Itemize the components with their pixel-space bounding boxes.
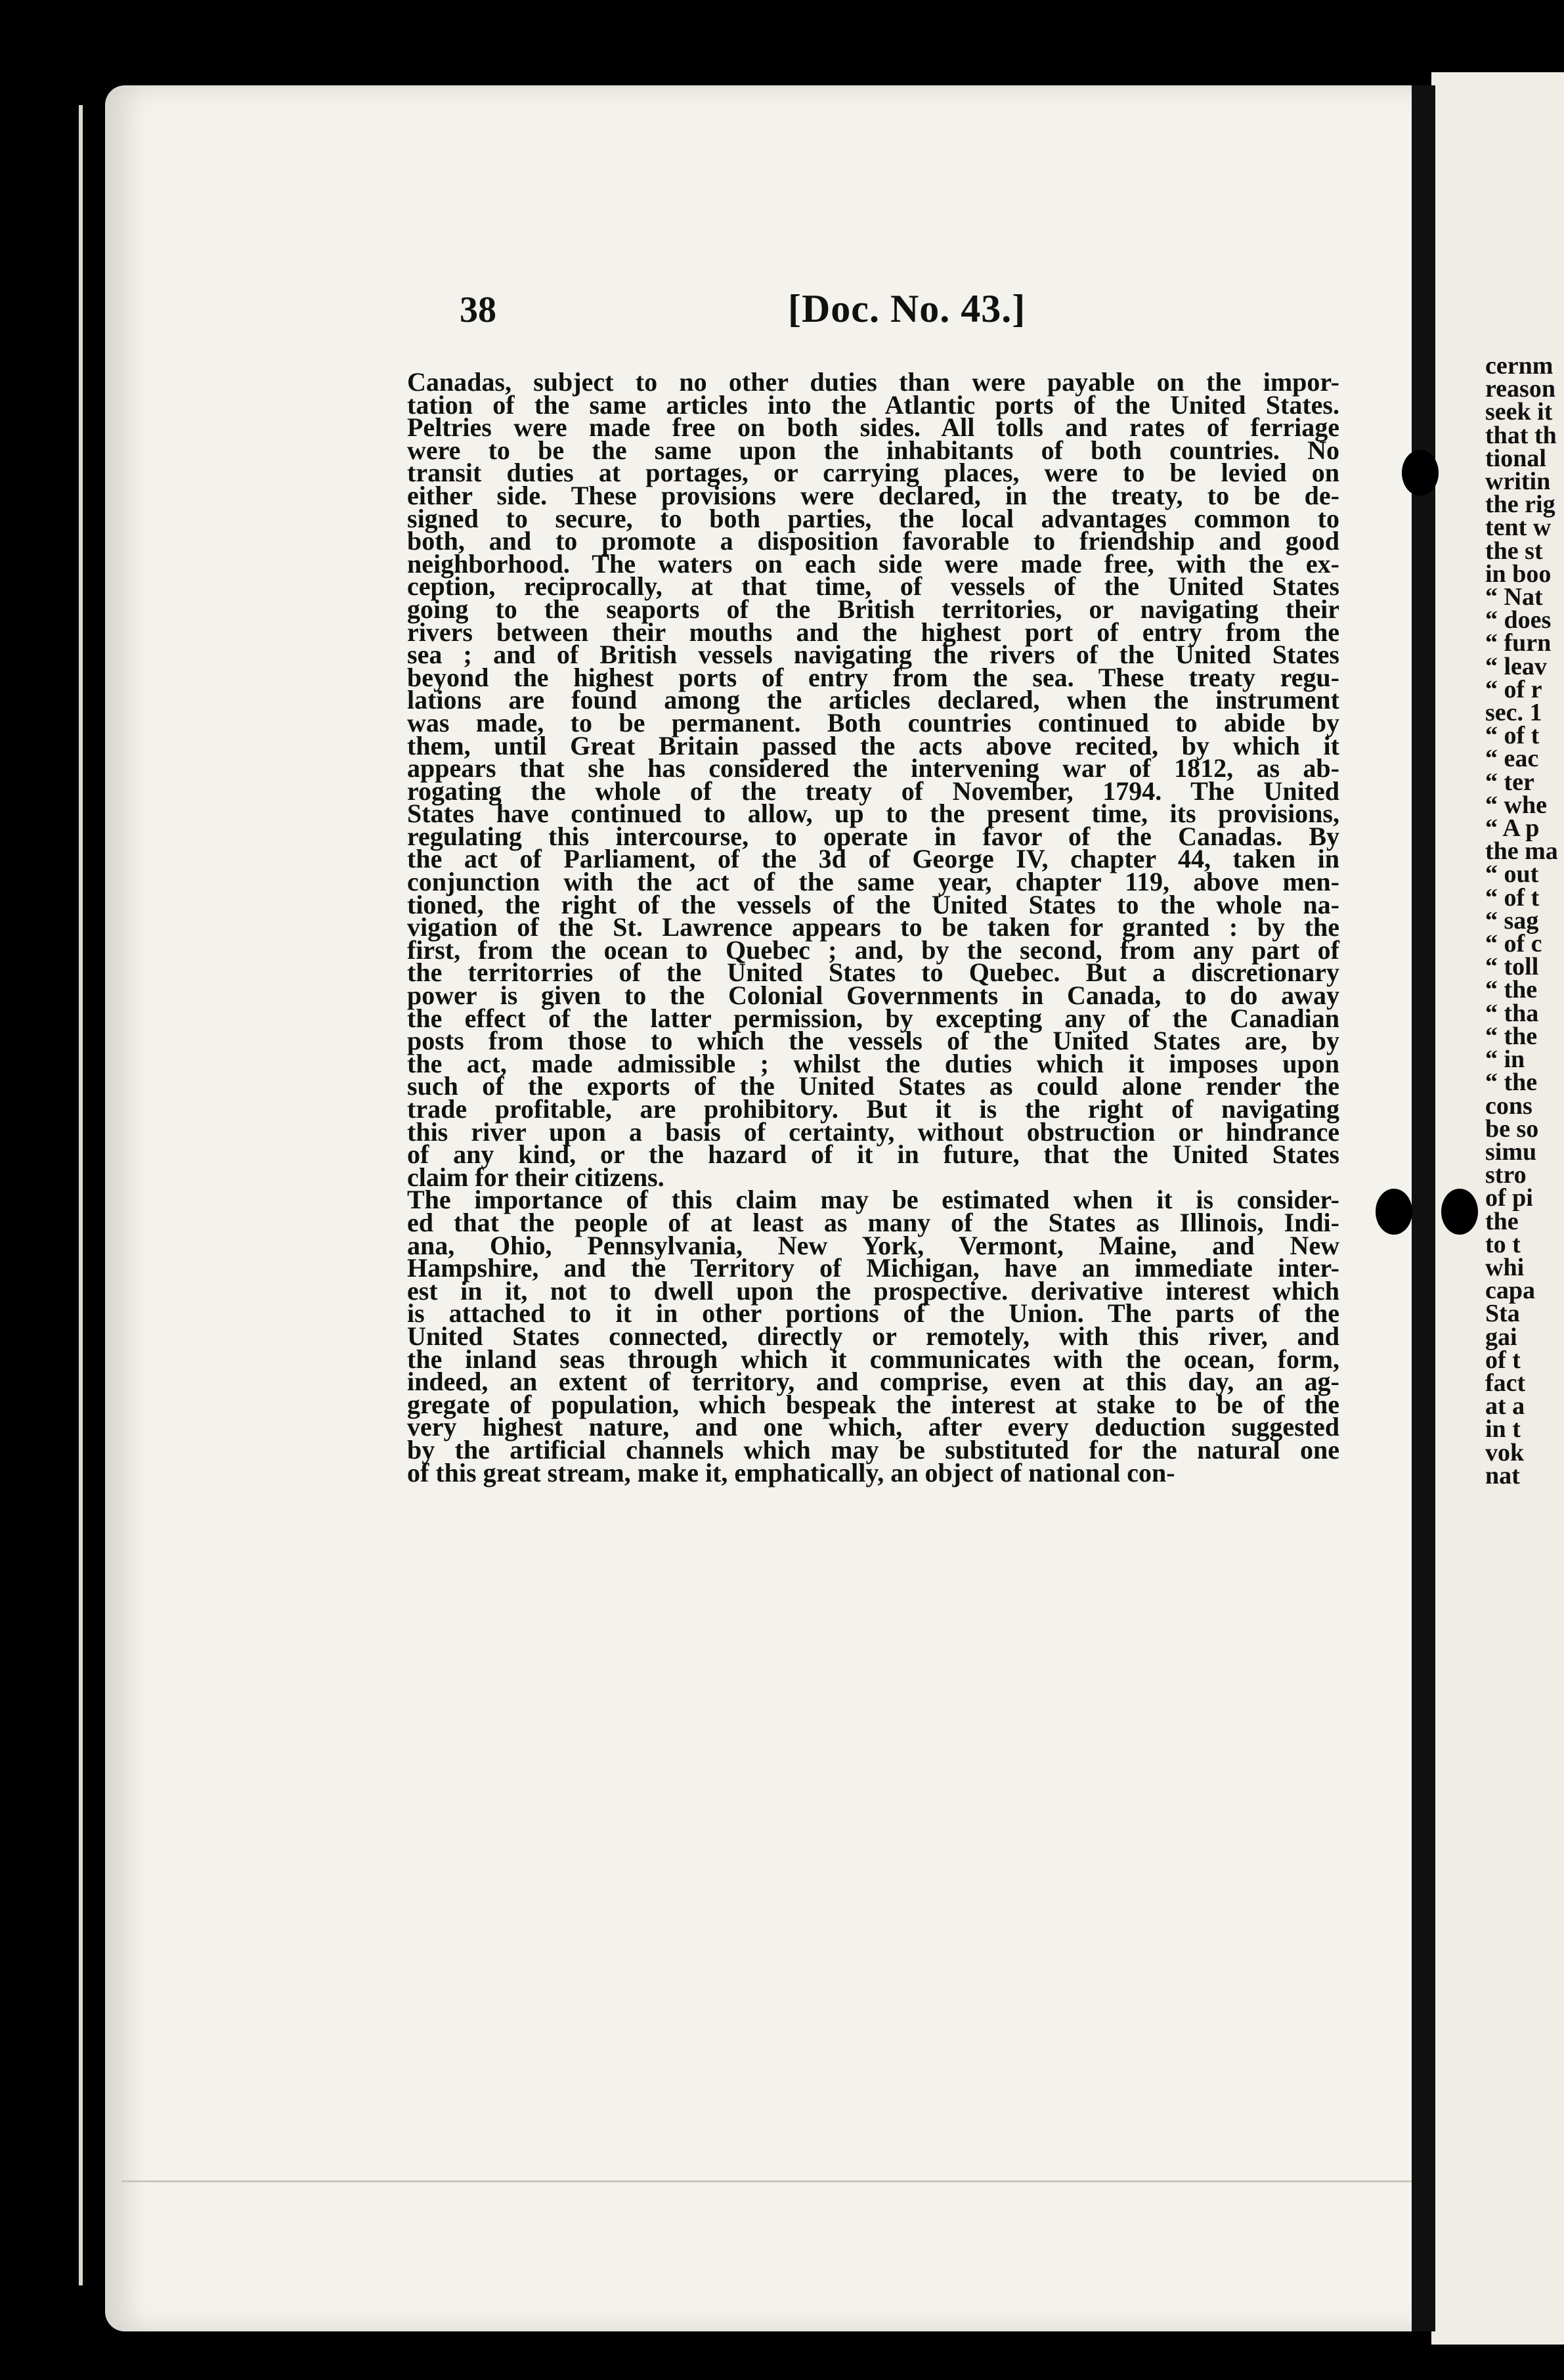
facing-page-line: of pi bbox=[1485, 1184, 1533, 1212]
text-line: neighborhood. The waters on each side were made free, with the ex- bbox=[407, 548, 1339, 579]
text-line: is attached to it in other portions of the Union. The parts of the bbox=[407, 1298, 1339, 1329]
text-line: going to the seaports of the British territories, or navigating their bbox=[407, 594, 1339, 624]
binding-hole-top bbox=[1402, 450, 1439, 496]
facing-page-line: “ Nat bbox=[1485, 583, 1543, 611]
text-line: beyond the highest ports of entry from the sea. These treaty regu- bbox=[407, 662, 1339, 692]
text-line: trade profitable, are prohibitory. But it is the right of navigating bbox=[407, 1094, 1339, 1124]
text-line: United States connected, directly or remotely, with this river, and bbox=[407, 1321, 1339, 1351]
facing-page-line: “ toll bbox=[1485, 953, 1539, 981]
facing-page-line: simu bbox=[1485, 1137, 1537, 1166]
facing-page-line: of t bbox=[1485, 1346, 1521, 1374]
facing-page-line: the st bbox=[1485, 537, 1543, 565]
text-line: ception, reciprocally, at that time, of vessels of the United States bbox=[407, 571, 1339, 602]
facing-page-line: in t bbox=[1485, 1415, 1521, 1443]
text-line: the territorries of the United States to Quebec. But a discretionary bbox=[407, 958, 1339, 988]
facing-page-line: tional bbox=[1485, 444, 1546, 472]
text-line: Peltries were made free on both sides. All tolls and rates of ferriage bbox=[407, 412, 1339, 443]
page-gutter bbox=[1412, 85, 1435, 2331]
text-line: sea ; and of British vessels navigating the rivers of the United States bbox=[407, 640, 1339, 670]
facing-page-line: sec. 1 bbox=[1485, 699, 1542, 727]
text-line: first, from the ocean to Quebec ; and, by the second, from any part of bbox=[407, 935, 1339, 965]
binding-hole-bottom-right bbox=[1441, 1189, 1478, 1235]
facing-page-line: “ out bbox=[1485, 860, 1539, 889]
facing-page-line: “ of r bbox=[1485, 675, 1542, 703]
facing-page-line: “ furn bbox=[1485, 629, 1552, 657]
text-line: signed to secure, to both parties, the local advantages common to bbox=[407, 503, 1339, 533]
body-text bbox=[407, 367, 1339, 1488]
text-line: power is given to the Colonial Governments in Canada, to do away bbox=[407, 981, 1339, 1011]
text-line: ed that the people of at least as many of the States as Illinois, Indi- bbox=[407, 1207, 1339, 1237]
page-header bbox=[460, 289, 1379, 342]
paragraph-2 bbox=[407, 1185, 1339, 1488]
facing-page-line: “ of t bbox=[1485, 883, 1540, 912]
page-number: 38 bbox=[460, 290, 496, 330]
facing-page-line: the rig bbox=[1485, 491, 1555, 519]
facing-page-line: to t bbox=[1485, 1230, 1521, 1258]
facing-page-line: gai bbox=[1485, 1323, 1517, 1351]
facing-page-line: the bbox=[1485, 1207, 1519, 1235]
text-line: The importance of this claim may be estimated when it is consider- bbox=[407, 1185, 1339, 1215]
text-line: either side. These provisions were declared, in the treaty, to be de- bbox=[407, 480, 1339, 510]
text-line: were to be the same upon the inhabitants of both countries. No bbox=[407, 435, 1339, 465]
facing-page-line: vok bbox=[1485, 1438, 1525, 1466]
text-line: the effect of the latter permission, by excepting any of the Canadian bbox=[407, 1003, 1339, 1033]
text-line: tioned, the right of the vessels of the United States to the whole na- bbox=[407, 889, 1339, 919]
facing-page-line: seek it bbox=[1485, 398, 1553, 426]
facing-page-line: nat bbox=[1485, 1461, 1520, 1488]
facing-page-line: “ the bbox=[1485, 1069, 1538, 1097]
facing-page-line: “ tha bbox=[1485, 999, 1539, 1027]
text-line: by the artificial channels which may be substituted for the natural one bbox=[407, 1434, 1339, 1465]
text-line: rivers between their mouths and the highest port of entry from the bbox=[407, 617, 1339, 647]
facing-page-line: reason bbox=[1485, 375, 1555, 403]
facing-page-line: “ leav bbox=[1485, 652, 1547, 680]
facing-page-line: “ the bbox=[1485, 1022, 1538, 1050]
text-line: this river upon a basis of certainty, without obstruction or hindrance bbox=[407, 1116, 1339, 1147]
facing-page-line: “ the bbox=[1485, 976, 1538, 1004]
text-line: the act, made admissible ; whilst the duties which it imposes upon bbox=[407, 1048, 1339, 1078]
text-line: appears that she has considered the intervening war of 1812, as ab- bbox=[407, 753, 1339, 783]
text-line: rogating the whole of the treaty of November, 1794. The United bbox=[407, 776, 1339, 806]
text-line: ana, Ohio, Pennsylvania, New York, Vermont, Maine, and New bbox=[407, 1230, 1339, 1260]
facing-page-line: the ma bbox=[1485, 837, 1558, 866]
text-line: tation of the same articles into the Atlantic ports of the United States. bbox=[407, 389, 1339, 420]
text-line: lations are found among the articles declared, when the instrument bbox=[407, 685, 1339, 715]
text-line: claim for their citizens. bbox=[407, 1162, 664, 1192]
text-line: both, and to promote a disposition favorable to friendship and good bbox=[407, 526, 1339, 556]
facing-page-line: “ ter bbox=[1485, 768, 1534, 796]
paragraph-1 bbox=[407, 367, 1339, 1192]
text-line: vigation of the St. Lawrence appears to be taken for granted : by the bbox=[407, 912, 1339, 942]
facing-page-line: “ of c bbox=[1485, 930, 1542, 958]
text-line: very highest nature, and one which, after every deduction suggested bbox=[407, 1412, 1339, 1442]
facing-page-line: cernm bbox=[1485, 355, 1553, 380]
facing-page-line: fact bbox=[1485, 1369, 1526, 1397]
page-edges-bottom bbox=[121, 2180, 1422, 2327]
facing-page-line: that th bbox=[1485, 421, 1557, 449]
text-line: est in it, not to dwell upon the prospective. derivative interest which bbox=[407, 1275, 1339, 1306]
text-line: of this great stream, make it, emphatically, an object of national con- bbox=[407, 1457, 1175, 1488]
text-line: such of the exports of the United States as could alone render the bbox=[407, 1071, 1339, 1101]
document-reference: [Doc. No. 43.] bbox=[788, 287, 1026, 330]
facing-page-line: “ sag bbox=[1485, 906, 1539, 935]
text-line: regulating this intercourse, to operate in favor of the Canadas. By bbox=[407, 821, 1339, 851]
facing-page-line: “ eac bbox=[1485, 745, 1539, 773]
text-line: States have continued to allow, up to the present time, its provisions, bbox=[407, 799, 1339, 829]
text-line: Canadas, subject to no other duties than were payable on the impor- bbox=[407, 367, 1339, 397]
binding-hole-bottom-left bbox=[1376, 1189, 1412, 1235]
text-line: gregate of population, which bespeak the interest at stake to be of the bbox=[407, 1389, 1339, 1419]
facing-page-line: stro bbox=[1485, 1161, 1527, 1189]
facing-page-line: “ does bbox=[1485, 606, 1552, 634]
facing-page-line: be so bbox=[1485, 1114, 1539, 1143]
facing-page-line: writin bbox=[1485, 468, 1551, 496]
facing-page-line: “ A p bbox=[1485, 814, 1540, 843]
text-line: transit duties at portages, or carrying places, were to be levied on bbox=[407, 458, 1339, 488]
facing-page-line: at a bbox=[1485, 1392, 1525, 1421]
facing-page-line: cons bbox=[1485, 1091, 1532, 1120]
text-line: of any kind, or the hazard of it in future, that the United States bbox=[407, 1139, 1339, 1170]
facing-page-line: Sta bbox=[1485, 1300, 1520, 1328]
text-line: Hampshire, and the Territory of Michigan, have an immediate inter- bbox=[407, 1253, 1339, 1283]
text-line: them, until Great Britain passed the acts above recited, by which it bbox=[407, 730, 1339, 760]
text-line: indeed, an extent of territory, and comprise, even at this day, an ag- bbox=[407, 1367, 1339, 1397]
facing-page-line: tent w bbox=[1485, 514, 1552, 542]
facing-page-line: in boo bbox=[1485, 560, 1552, 588]
facing-page-line: “ whe bbox=[1485, 791, 1547, 819]
facing-page-line: “ in bbox=[1485, 1046, 1525, 1074]
facing-page-line: capa bbox=[1485, 1277, 1535, 1305]
facing-page-text bbox=[1485, 355, 1564, 1488]
facing-page-line: “ of t bbox=[1485, 722, 1540, 750]
text-line: the act of Parliament, of the 3d of George IV, chapter 44, taken in bbox=[407, 844, 1339, 874]
text-line: conjunction with the act of the same year, chapter 119, above men- bbox=[407, 867, 1339, 897]
text-line: was made, to be permanent. Both countries continued to abide by bbox=[407, 707, 1339, 738]
facing-page-line: whi bbox=[1485, 1253, 1525, 1281]
text-line: posts from those to which the vessels of the United States are, by bbox=[407, 1026, 1339, 1056]
text-line: the inland seas through which it communicates with the ocean, form, bbox=[407, 1344, 1339, 1374]
